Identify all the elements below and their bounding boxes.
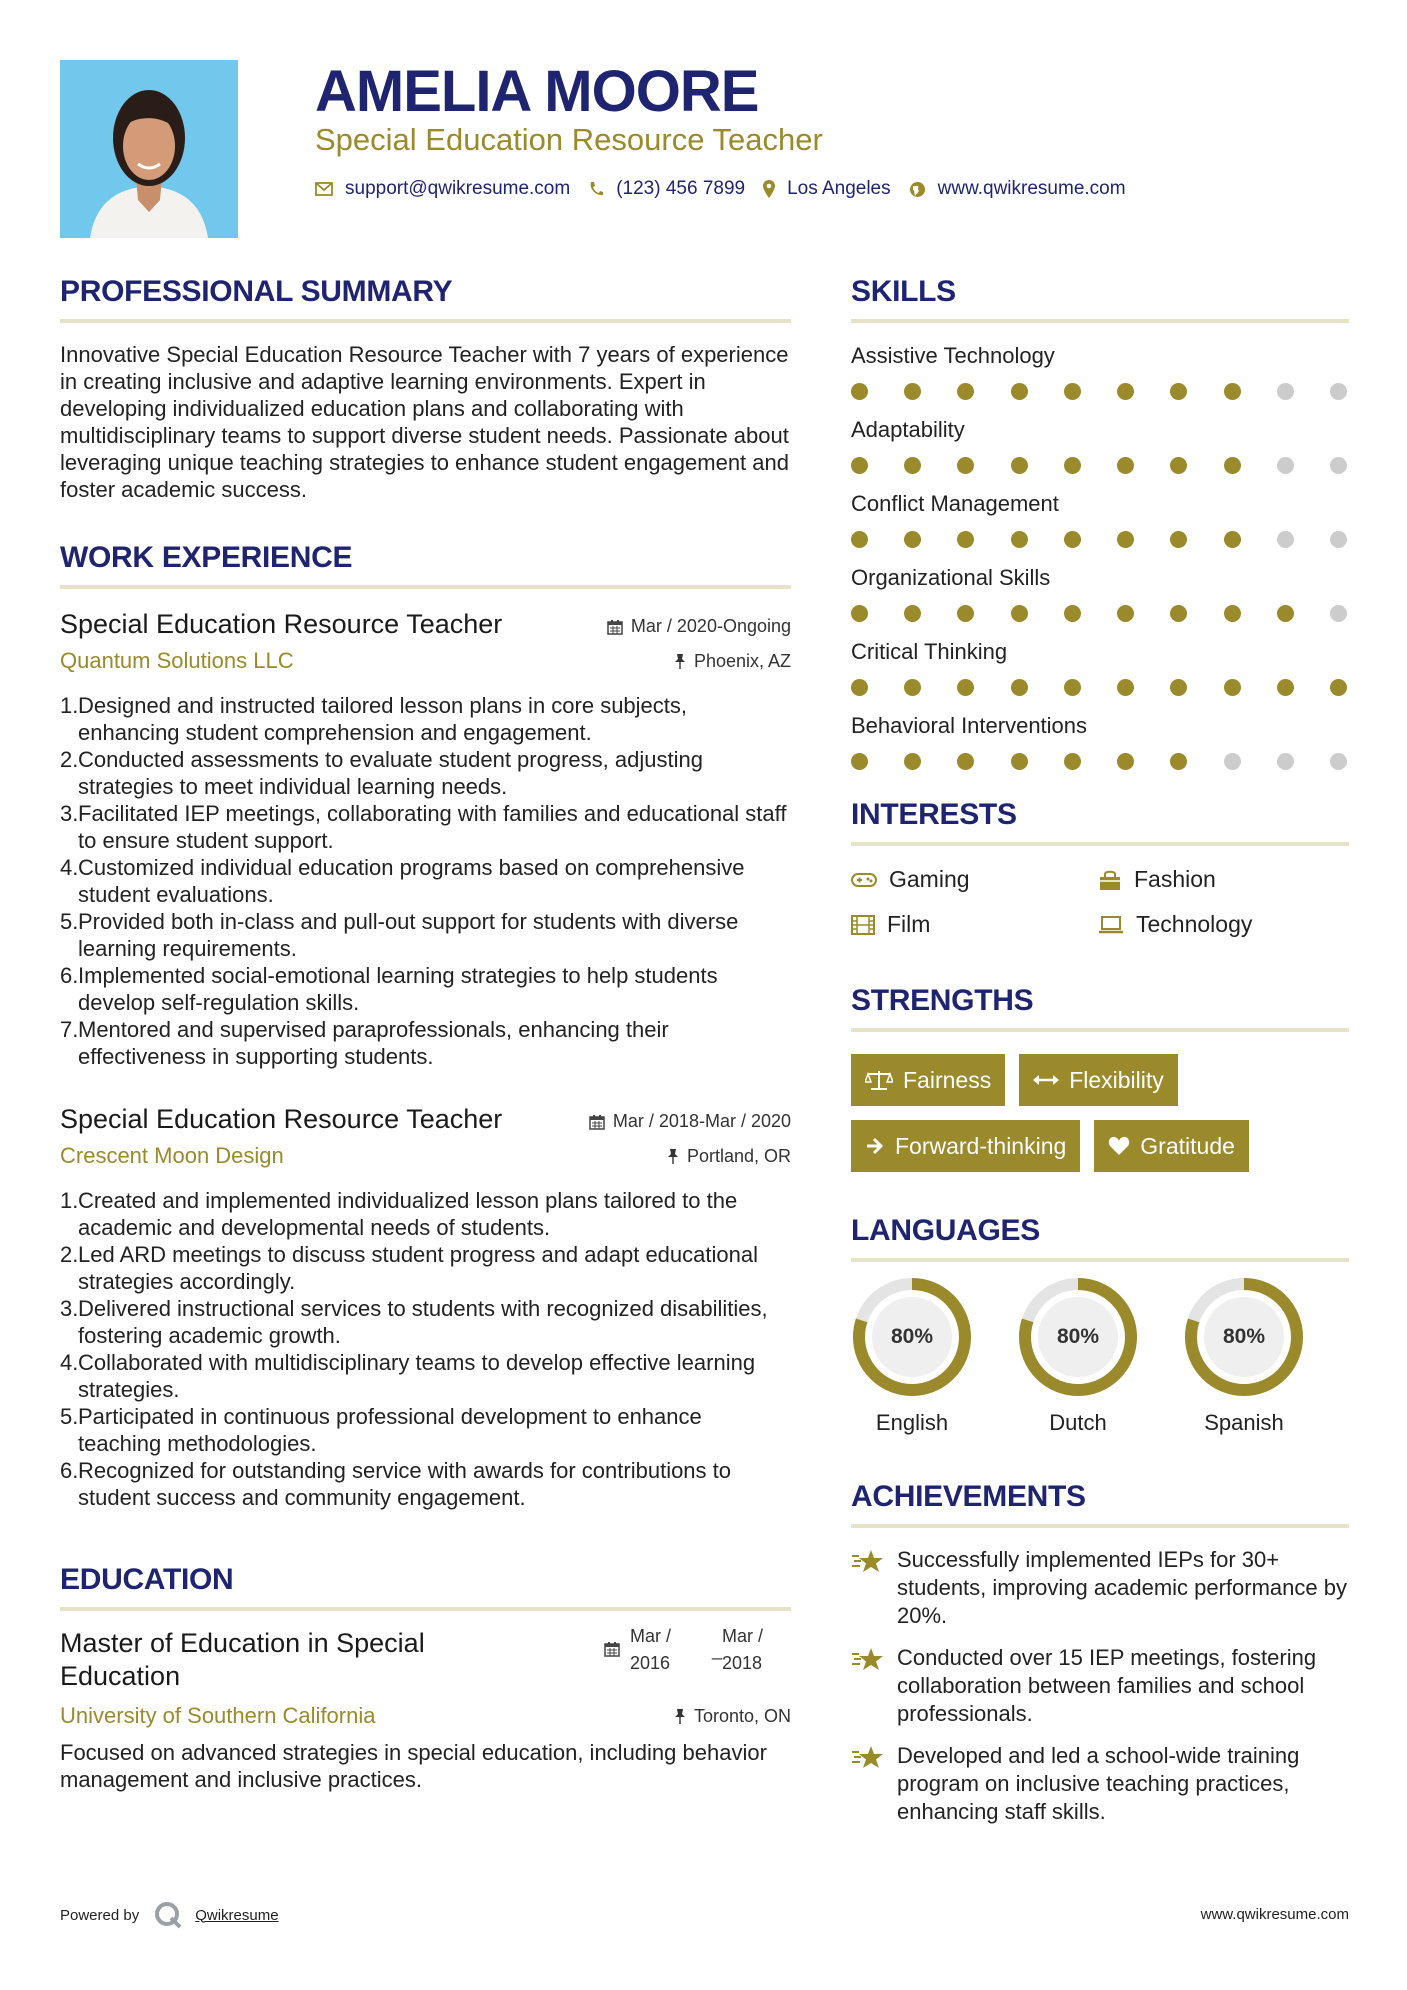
contact-website[interactable] bbox=[909, 178, 1126, 200]
interests-grid bbox=[851, 866, 1349, 938]
rating-dot-filled bbox=[1117, 457, 1134, 474]
arrow-right-icon bbox=[865, 1137, 885, 1155]
rating-dot-filled bbox=[1011, 457, 1028, 474]
section-divider bbox=[851, 319, 1349, 323]
interest-item: Technology bbox=[1098, 911, 1348, 938]
rating-dot-filled bbox=[957, 753, 974, 770]
skill-rating bbox=[851, 531, 1349, 548]
language-item bbox=[1017, 1276, 1139, 1436]
experience-heading: WORK EXPERIENCE bbox=[60, 541, 353, 574]
rating-dot-filled bbox=[851, 605, 868, 622]
section-divider bbox=[851, 1258, 1349, 1262]
rating-dot-filled bbox=[1170, 753, 1187, 770]
candidate-title: Special Education Resource Teacher bbox=[315, 122, 823, 157]
rating-dot-filled bbox=[1117, 531, 1134, 548]
rating-dot-filled bbox=[1170, 531, 1187, 548]
interest-item: Gaming bbox=[851, 866, 1098, 893]
skill-item bbox=[851, 713, 1349, 770]
rating-dot-filled bbox=[1277, 605, 1294, 622]
heart-icon bbox=[1108, 1136, 1130, 1156]
skill-rating bbox=[851, 679, 1349, 696]
skill-rating bbox=[851, 753, 1349, 770]
list-item: 1. Designed and instructed tailored lesson plans in core subjects, enhancing student comprehension and engagement. bbox=[60, 693, 688, 745]
skill-name: Critical Thinking bbox=[851, 639, 1008, 664]
rating-dot-filled bbox=[1064, 383, 1081, 400]
balance-scale-icon bbox=[865, 1069, 893, 1091]
languages-heading: LANGUAGES bbox=[851, 1214, 1040, 1247]
summary-text: Innovative Special Education Resource Teacher with 7 years of experience in creating inclusive and adaptive learning environments. Expert in developing individualized education plans and collaborating with multidisciplinary teams to support diverse student needs. Passionate about leveraging unique teaching strategies to enhance student engagement and foster academic success. bbox=[60, 342, 789, 502]
shopping-bag-icon bbox=[1098, 869, 1122, 891]
rating-dot-filled bbox=[1170, 605, 1187, 622]
skill-name: Conflict Management bbox=[851, 491, 1059, 516]
strength-tags bbox=[851, 1054, 1349, 1172]
summary-heading: PROFESSIONAL SUMMARY bbox=[60, 275, 453, 308]
language-percent: 80% bbox=[890, 1325, 934, 1348]
rating-dot-filled bbox=[1011, 753, 1028, 770]
rating-dot-filled bbox=[851, 383, 868, 400]
list-item: 3. Facilitated IEP meetings, collaborating with families and educational staff to ensure student support. bbox=[60, 801, 787, 853]
rating-dot-filled bbox=[1011, 679, 1028, 696]
language-name: Spanish bbox=[1204, 1410, 1284, 1435]
rating-dot-filled bbox=[1170, 383, 1187, 400]
email-text: support@qwikresume.com bbox=[345, 178, 571, 199]
achievements-heading: ACHIEVEMENTS bbox=[851, 1480, 1086, 1513]
skill-name: Organizational Skills bbox=[851, 565, 1051, 590]
calendar-icon bbox=[589, 1114, 605, 1130]
rating-dot-filled bbox=[1064, 457, 1081, 474]
rating-dot-filled bbox=[1011, 605, 1028, 622]
rating-dot-empty bbox=[1330, 457, 1347, 474]
right-column bbox=[851, 275, 1349, 1840]
languages-section bbox=[851, 1214, 1349, 1436]
school-location: Toronto, ON bbox=[674, 1706, 791, 1727]
calendar-icon bbox=[607, 619, 623, 635]
rating-dot-filled bbox=[1224, 605, 1241, 622]
job-dates: Mar / 2020-Ongoing bbox=[607, 616, 791, 637]
globe-icon bbox=[909, 181, 926, 198]
skills-section bbox=[851, 275, 1349, 770]
rating-dot-filled bbox=[1224, 531, 1241, 548]
rating-dot-filled bbox=[904, 383, 921, 400]
education-heading: EDUCATION bbox=[60, 1563, 234, 1596]
calendar-icon bbox=[604, 1641, 620, 1657]
rating-dot-filled bbox=[904, 457, 921, 474]
job-dates: Mar / 2018-Mar / 2020 bbox=[589, 1111, 791, 1132]
rating-dot-filled bbox=[1011, 531, 1028, 548]
strengths-heading: STRENGTHS bbox=[851, 984, 1034, 1017]
section-divider bbox=[60, 319, 791, 323]
language-percent: 80% bbox=[1222, 1325, 1266, 1348]
section-divider bbox=[60, 1607, 791, 1611]
company-name: Quantum Solutions LLC bbox=[60, 648, 294, 673]
skill-item bbox=[851, 417, 1349, 474]
job-location: Phoenix, AZ bbox=[674, 651, 791, 672]
list-item: 7. Mentored and supervised paraprofessionals, enhancing their effectiveness in supporting students. bbox=[60, 1017, 669, 1069]
section-divider bbox=[851, 1028, 1349, 1032]
rating-dot-filled bbox=[904, 679, 921, 696]
rating-dot-filled bbox=[957, 383, 974, 400]
rating-dot-filled bbox=[1330, 679, 1347, 696]
skill-item bbox=[851, 343, 1349, 400]
qwikresume-logo-icon bbox=[153, 1900, 183, 1930]
rating-dot-filled bbox=[1117, 605, 1134, 622]
rating-dot-filled bbox=[904, 531, 921, 548]
degree-title: Master of Education in Special Education bbox=[60, 1628, 425, 1691]
list-item: 2. Conducted assessments to evaluate student progress, adjusting strategies to meet individual learning needs. bbox=[60, 747, 703, 799]
star-icon bbox=[851, 1546, 897, 1630]
language-item bbox=[1183, 1276, 1305, 1436]
list-item: 6. Implemented social-emotional learning strategies to help students develop self-regulation skills. bbox=[60, 963, 718, 1015]
contact-bar bbox=[315, 178, 1144, 200]
interests-section bbox=[851, 798, 1349, 938]
achievement-item: Developed and led a school-wide training program on inclusive teaching practices, enhancing staff skills. bbox=[851, 1742, 1349, 1826]
pushpin-icon bbox=[667, 1148, 679, 1164]
summary-section bbox=[60, 275, 791, 503]
language-gauge bbox=[1017, 1276, 1139, 1398]
left-column bbox=[60, 275, 791, 1793]
rating-dot-filled bbox=[1064, 605, 1081, 622]
film-icon bbox=[851, 915, 875, 935]
strength-tag: Forward-thinking bbox=[851, 1120, 1080, 1172]
rating-dot-empty bbox=[1330, 605, 1347, 622]
list-item: 3. Delivered instructional services to students with recognized disabilities, fostering academic growth. bbox=[60, 1296, 768, 1348]
rating-dot-filled bbox=[1064, 679, 1081, 696]
skill-name: Adaptability bbox=[851, 417, 965, 442]
candidate-name: AMELIA MOORE bbox=[315, 59, 759, 124]
experience-section bbox=[60, 541, 791, 1511]
rating-dot-empty bbox=[1277, 457, 1294, 474]
education-description: Focused on advanced strategies in special education, including behavior management and inclusive practices. bbox=[60, 1740, 767, 1792]
company-name: Crescent Moon Design bbox=[60, 1143, 284, 1168]
strength-tag: Fairness bbox=[851, 1054, 1005, 1106]
rating-dot-empty bbox=[1330, 531, 1347, 548]
rating-dot-filled bbox=[1224, 679, 1241, 696]
interest-item: Film bbox=[851, 911, 1098, 938]
phone-icon bbox=[588, 181, 604, 197]
strength-tag: Gratitude bbox=[1094, 1120, 1249, 1172]
section-divider bbox=[851, 842, 1349, 846]
skill-name: Behavioral Interventions bbox=[851, 713, 1088, 738]
contact-email[interactable] bbox=[315, 178, 570, 200]
language-name: Dutch bbox=[1049, 1410, 1107, 1435]
education-section bbox=[60, 1563, 791, 1793]
rating-dot-filled bbox=[851, 531, 868, 548]
rating-dot-filled bbox=[1170, 679, 1187, 696]
rating-dot-filled bbox=[851, 457, 868, 474]
rating-dot-filled bbox=[1224, 383, 1241, 400]
section-divider bbox=[60, 585, 791, 589]
skill-rating bbox=[851, 457, 1349, 474]
skill-item bbox=[851, 639, 1349, 696]
language-gauge bbox=[1183, 1276, 1305, 1398]
star-icon bbox=[851, 1644, 897, 1728]
rating-dot-filled bbox=[957, 679, 974, 696]
arrows-horizontal-icon bbox=[1033, 1073, 1059, 1087]
achievement-item: Conducted over 15 IEP meetings, fostering collaboration between families and school professionals. bbox=[851, 1644, 1349, 1728]
rating-dot-filled bbox=[904, 753, 921, 770]
interests-heading: INTERESTS bbox=[851, 798, 1017, 831]
rating-dot-empty bbox=[1277, 753, 1294, 770]
laptop-icon bbox=[1098, 916, 1124, 934]
rating-dot-empty bbox=[1224, 753, 1241, 770]
profile-photo bbox=[60, 60, 238, 238]
website-text: www.qwikresume.com bbox=[937, 178, 1126, 199]
list-item: 4. Customized individual education programs based on comprehensive student evaluations. bbox=[60, 855, 745, 907]
job-bullets bbox=[60, 692, 791, 1070]
job-entry bbox=[60, 1104, 791, 1511]
language-item bbox=[851, 1276, 973, 1436]
list-item: 5. Participated in continuous professional development to enhance teaching methodologies. bbox=[60, 1404, 702, 1456]
envelope-icon bbox=[315, 182, 333, 196]
rating-dot-filled bbox=[1117, 679, 1134, 696]
language-percent: 80% bbox=[1056, 1325, 1100, 1348]
list-item: 1. Created and implemented individualized lesson plans tailored to the academic and developmental needs of students. bbox=[60, 1188, 738, 1240]
job-title: Special Education Resource Teacher bbox=[60, 609, 503, 639]
list-item: 5. Provided both in-class and pull-out support for students with diverse learning requirements. bbox=[60, 909, 739, 961]
skills-heading: SKILLS bbox=[851, 275, 956, 308]
education-dates: Mar / 2016 _ Mar / 2018 bbox=[604, 1623, 763, 1677]
section-divider bbox=[851, 1524, 1349, 1528]
skill-item bbox=[851, 491, 1349, 548]
rating-dot-filled bbox=[851, 753, 868, 770]
location-text: Los Angeles bbox=[787, 178, 891, 199]
rating-dot-empty bbox=[1330, 753, 1347, 770]
contact-location bbox=[763, 178, 891, 200]
pushpin-icon bbox=[674, 653, 686, 669]
rating-dot-filled bbox=[957, 457, 974, 474]
rating-dot-filled bbox=[1170, 457, 1187, 474]
school-name: University of Southern California bbox=[60, 1703, 376, 1728]
rating-dot-filled bbox=[1277, 679, 1294, 696]
rating-dot-filled bbox=[851, 679, 868, 696]
rating-dot-filled bbox=[1117, 753, 1134, 770]
rating-dot-empty bbox=[1277, 383, 1294, 400]
skill-rating bbox=[851, 383, 1349, 400]
language-name: English bbox=[875, 1410, 949, 1435]
phone-text: (123) 456 7899 bbox=[616, 178, 746, 199]
list-item: 2. Led ARD meetings to discuss student progress and adapt educational strategies accordingly. bbox=[60, 1242, 758, 1294]
job-entry bbox=[60, 609, 791, 1070]
rating-dot-filled bbox=[957, 531, 974, 548]
rating-dot-filled bbox=[1064, 753, 1081, 770]
footer-powered-by bbox=[60, 1900, 279, 1930]
map-marker-icon bbox=[763, 180, 775, 198]
language-list bbox=[851, 1276, 1349, 1436]
job-title: Special Education Resource Teacher bbox=[60, 1104, 503, 1134]
strengths-section bbox=[851, 984, 1349, 1172]
rating-dot-empty bbox=[1330, 383, 1347, 400]
skills-list bbox=[851, 343, 1349, 770]
job-bullets bbox=[60, 1187, 791, 1511]
qwikresume-link[interactable]: Qwikresume bbox=[195, 1906, 279, 1924]
strength-tag: Flexibility bbox=[1019, 1054, 1178, 1106]
rating-dot-filled bbox=[1224, 457, 1241, 474]
achievement-item: Successfully implemented IEPs for 30+ students, improving academic performance by 20%. bbox=[851, 1546, 1349, 1630]
rating-dot-filled bbox=[957, 605, 974, 622]
list-item: 4. Collaborated with multidisciplinary teams to develop effective learning strategies. bbox=[60, 1350, 756, 1402]
list-item: 6. Recognized for outstanding service with awards for contributions to student success and community engagement. bbox=[60, 1458, 732, 1510]
language-gauge bbox=[851, 1276, 973, 1398]
rating-dot-filled bbox=[1064, 531, 1081, 548]
interest-item: Fashion bbox=[1098, 866, 1348, 893]
skill-rating bbox=[851, 605, 1349, 622]
contact-phone[interactable] bbox=[588, 178, 745, 200]
gamepad-icon bbox=[851, 872, 877, 888]
rating-dot-filled bbox=[904, 605, 921, 622]
rating-dot-empty bbox=[1277, 531, 1294, 548]
rating-dot-filled bbox=[1117, 383, 1134, 400]
star-icon bbox=[851, 1742, 897, 1826]
footer-website[interactable]: www.qwikresume.com bbox=[1200, 1906, 1349, 1923]
achievements-section bbox=[851, 1480, 1349, 1826]
skill-item bbox=[851, 565, 1349, 622]
pushpin-icon bbox=[674, 1708, 686, 1724]
powered-by-label: Powered by bbox=[60, 1906, 140, 1924]
job-location: Portland, OR bbox=[667, 1146, 791, 1167]
skill-name: Assistive Technology bbox=[851, 343, 1055, 368]
rating-dot-filled bbox=[1011, 383, 1028, 400]
